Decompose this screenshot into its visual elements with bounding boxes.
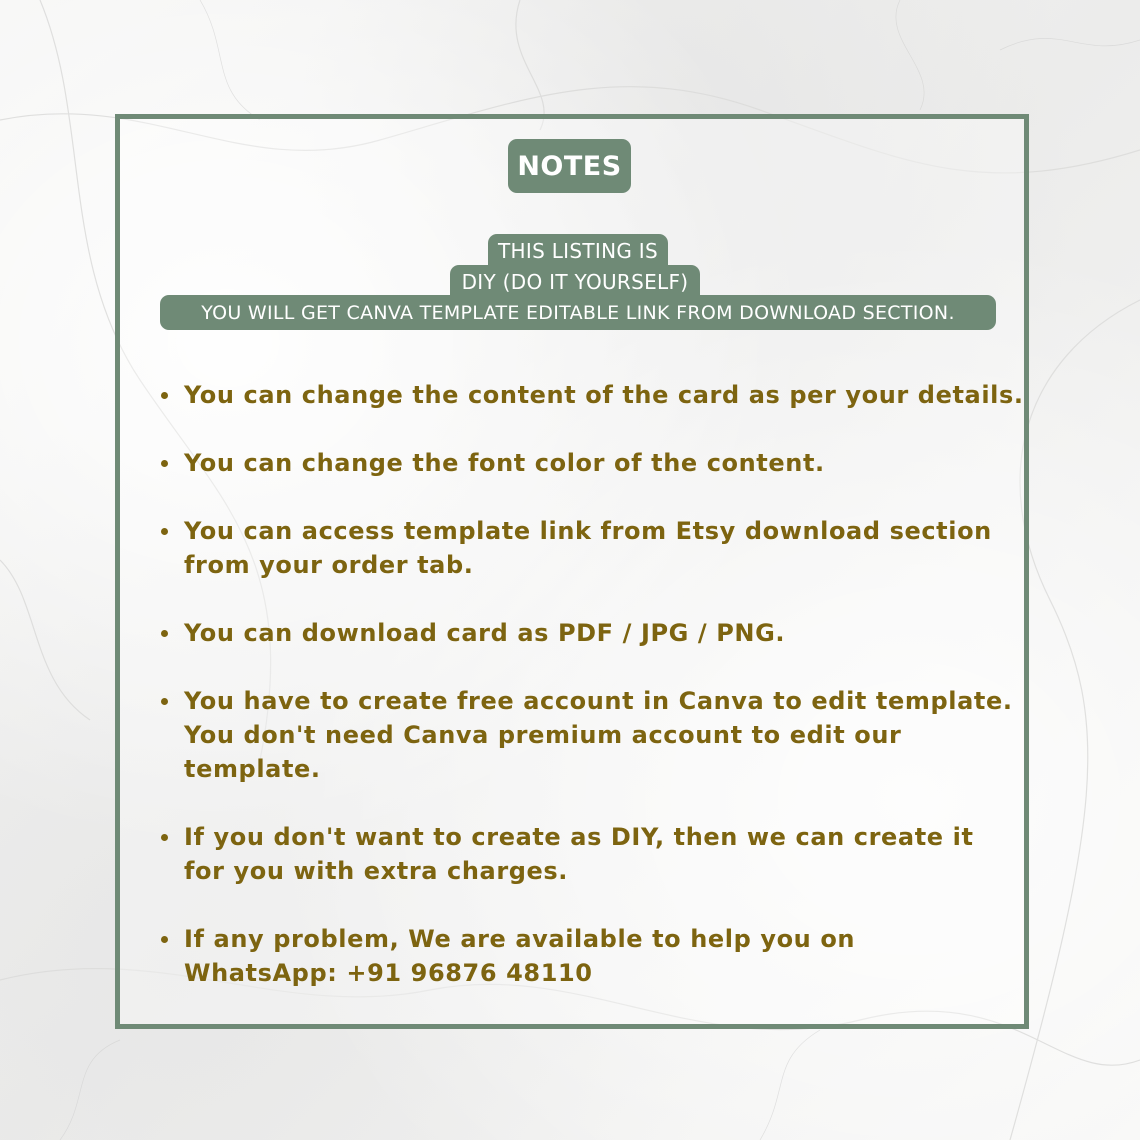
notes-list — [158, 378, 1024, 1024]
note-item — [158, 446, 1008, 480]
bullet-icon — [161, 630, 168, 637]
note-text: If any problem, We are available to help you on — [184, 925, 856, 953]
note-item — [158, 684, 1013, 786]
whatsapp-contact: WhatsApp: +91 96876 48110 — [184, 959, 593, 987]
note-text: You can change the content of the card as per your details. — [184, 381, 1024, 409]
bullet-icon — [161, 834, 168, 841]
note-text: for you with extra charges. — [184, 857, 569, 885]
note-text: You have to create free account in Canva to edit template. — [184, 687, 1013, 715]
note-item — [158, 922, 1008, 990]
note-text: from your order tab. — [184, 551, 474, 579]
note-text: You don't need Canva premium account to edit our — [184, 721, 902, 749]
note-item — [158, 514, 1008, 582]
note-item — [158, 820, 1008, 888]
diy-label: DIY (DO IT YOURSELF) — [450, 265, 700, 299]
note-text: template. — [184, 755, 321, 783]
bullet-icon — [161, 460, 168, 467]
bullet-icon — [161, 392, 168, 399]
canva-template-notice: YOU WILL GET CANVA TEMPLATE EDITABLE LINK FROM DOWNLOAD SECTION. — [160, 295, 996, 330]
note-item — [158, 616, 1008, 650]
note-text: You can download card as PDF / JPG / PNG. — [184, 619, 786, 647]
note-text: If you don't want to create as DIY, then we can create it — [184, 823, 974, 851]
bullet-icon — [161, 528, 168, 535]
bullet-icon — [161, 698, 168, 705]
note-text: You can change the font color of the content. — [184, 449, 825, 477]
note-text: You can access template link from Etsy download section — [184, 517, 992, 545]
bullet-icon — [161, 936, 168, 943]
note-item — [158, 378, 1024, 412]
notes-title: NOTES — [508, 139, 631, 193]
listing-label: THIS LISTING IS — [488, 234, 668, 268]
